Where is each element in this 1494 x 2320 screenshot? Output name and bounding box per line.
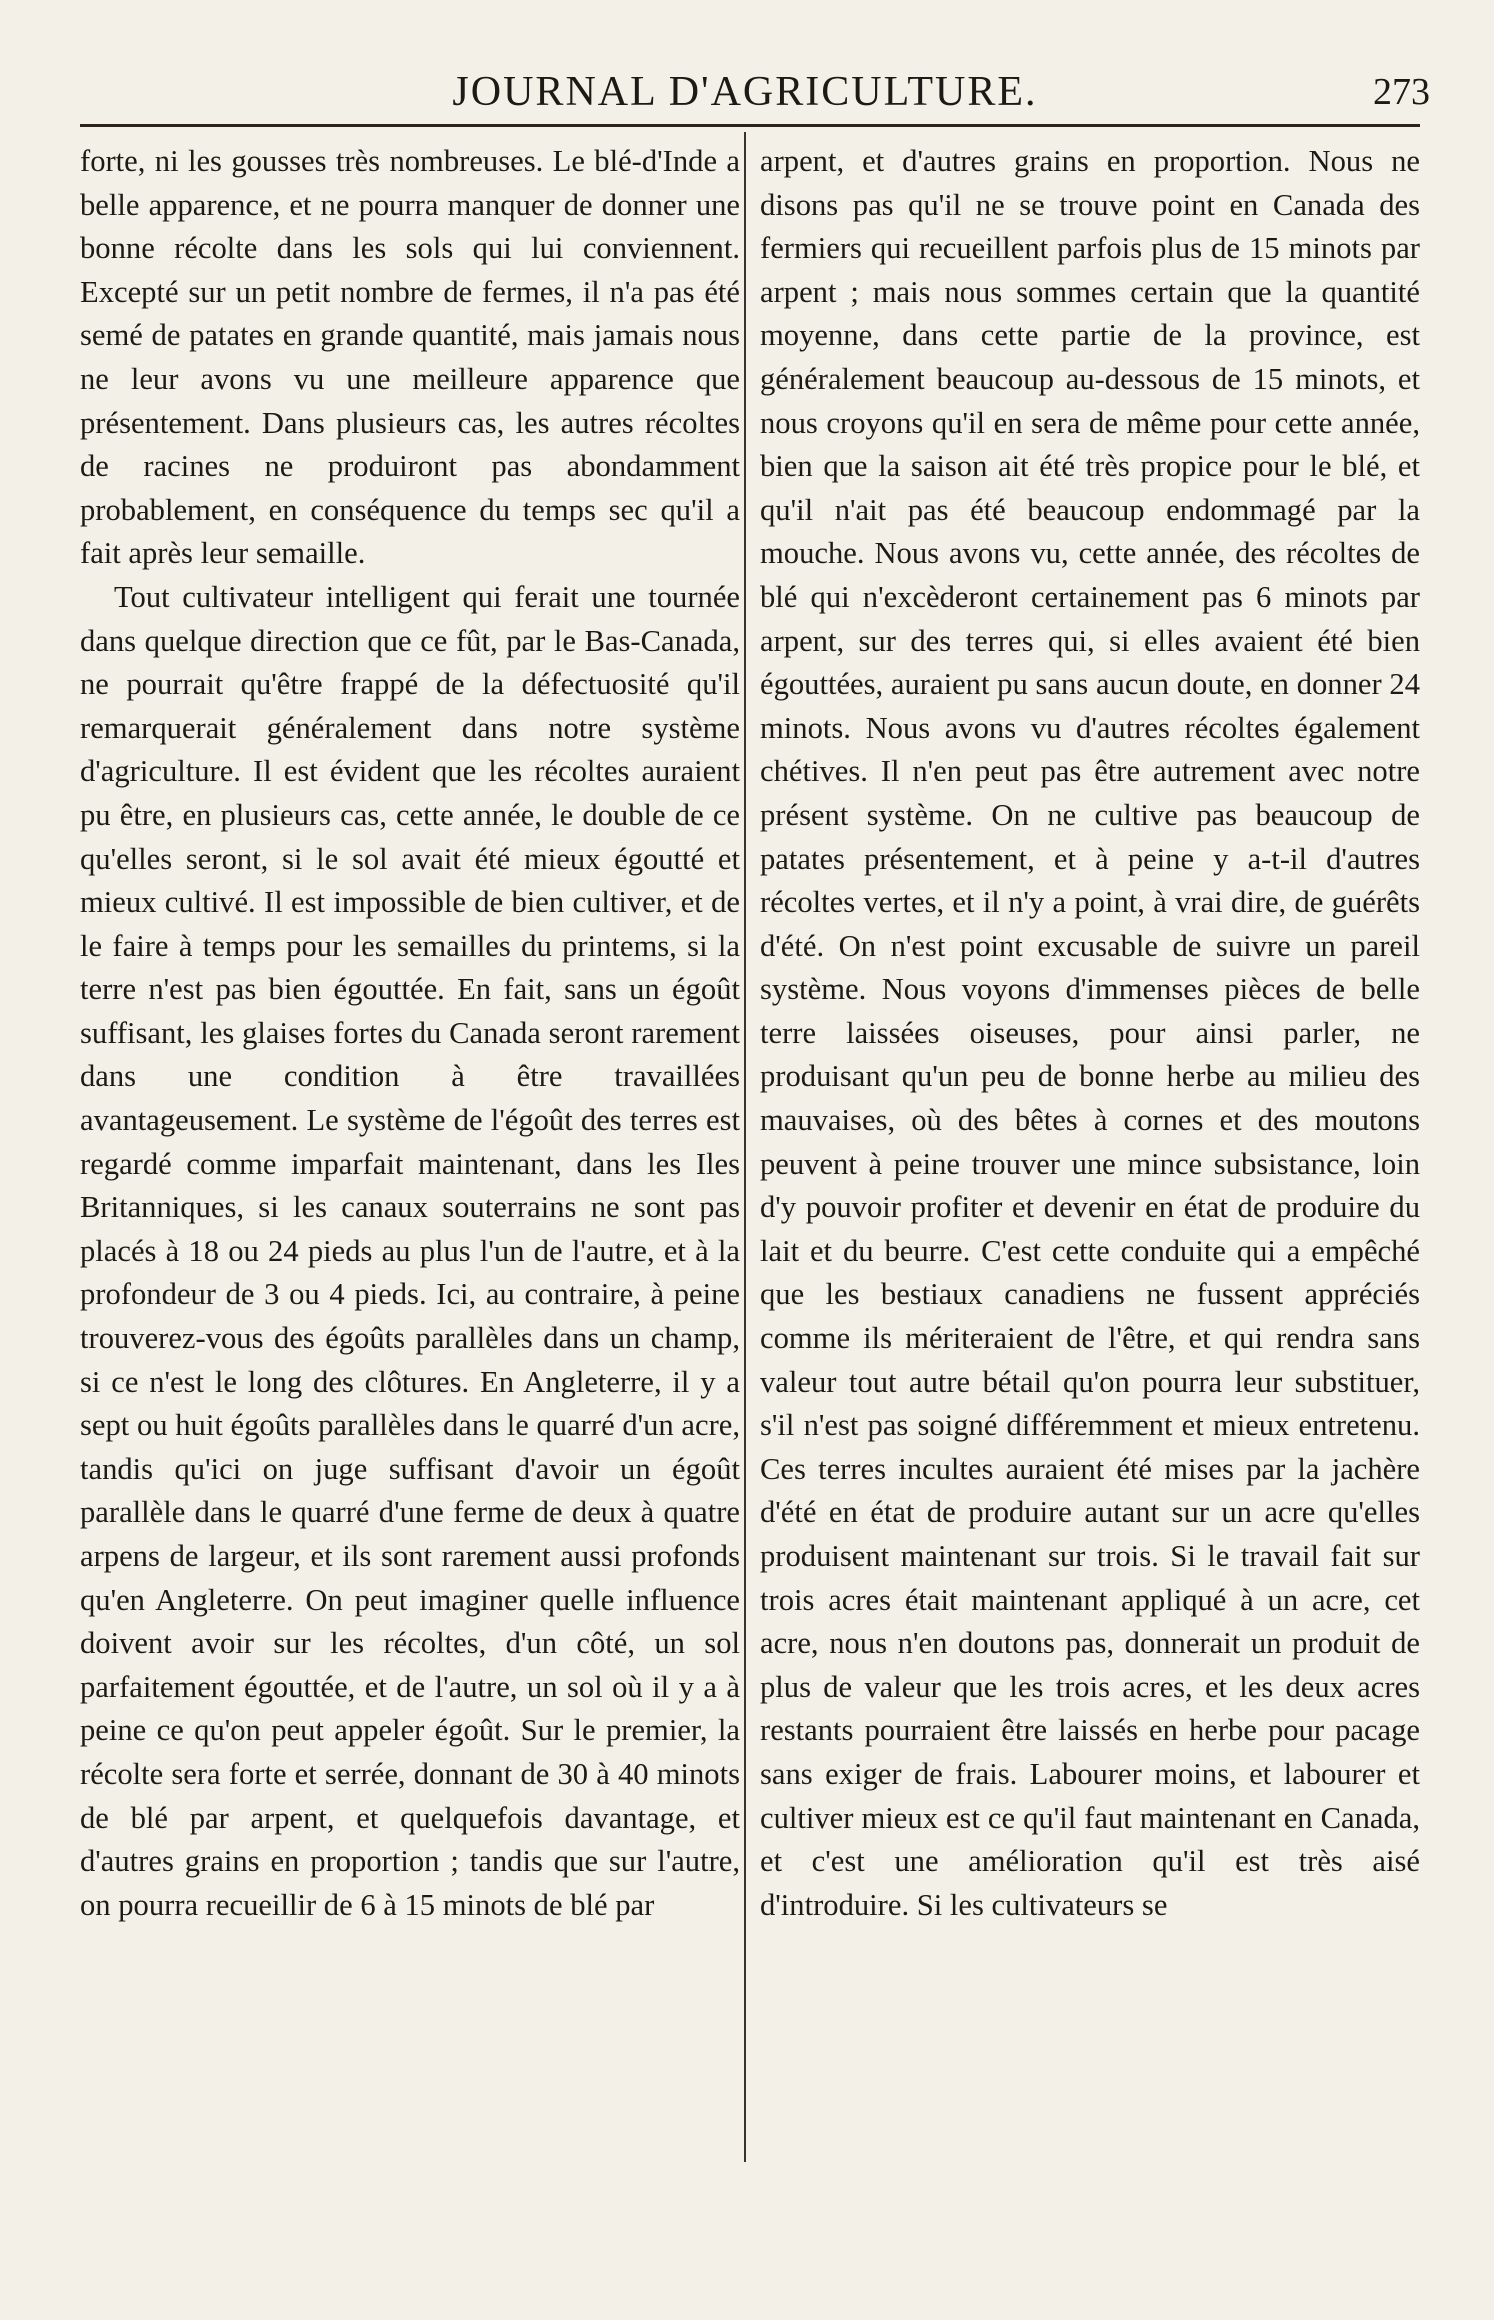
left-paragraph-1: forte, ni les gousses très nombreuses. Le blé-d'Inde a belle apparence, et ne pourra manquer de donner une bonne récolte dans les sols qui lui conviennent. Excepté sur un petit nombre de fermes, il n'a pas été semé de patates en grande quantité, mais jamais nous ne leur avons vu une meilleure apparence que présentement. Dans plusieurs cas, les autres récoltes de racines ne produiront pas abondamment probablement, en conséquence du temps sec qu'il a fait après leur semaille. [80,144,740,571]
page-header [60,62,1430,122]
left-paragraph-2: Tout cultivateur intelligent qui ferait une tournée dans quelque direction que ce fût, par le Bas-Canada, ne pourrait qu'être frappé de la défectuosité qu'il remarquerait généralement dans notre système d'agriculture. Il est évident que les récoltes auraient pu être, en plusieurs cas, cette année, le double de ce qu'elles seront, si le sol avait été mieux égoutté et mieux cultivé. Il est impossible de bien cultiver, et de le faire à temps pour les semailles du printems, si la terre n'est pas bien égouttée. En fait, sans un égoût suffisant, les glaises fortes du Canada seront rarement dans une condition à être travaillées avantageusement. Le système de l'égoût des terres est regardé comme imparfait maintenant, dans les Iles Britanniques, si les canaux souterrains ne sont pas placés à 18 ou 24 pieds au plus l'un de l'autre, et à la profondeur de 3 ou 4 pieds. Ici, au contraire, à peine trouverez-vous des égoûts parallèles dans un champ, si ce n'est le long des clôtures. En Angleterre, il y a sept ou huit égoûts parallèles dans le quarré d'un acre, tandis qu'ici on juge suffisant d'avoir un égoût parallèle dans le quarré d'une ferme de deux à quatre arpens de largeur, et ils sont rarement aussi profonds qu'en Angleterre. On peut imaginer quelle influence doivent avoir sur les récoltes, d'un côté, un sol parfaitement égouttée, et de l'autre, un sol où il y a à peine ce qu'on peut appeler égoût. Sur le premier, la récolte sera forte et serrée, donnant de 30 à 40 minots de blé par arpent, et quelquefois davantage, et d'autres grains en proportion ; tandis que sur l'autre, on pourra recueillir de 6 à 15 minots de blé par [80,579,740,1922]
journal-title: JOURNAL D'AGRICULTURE. [452,69,1038,115]
page-number: 273 [1373,71,1430,113]
header-rule [80,124,1420,127]
right-column [760,140,1420,2170]
left-column [80,140,740,2170]
column-divider [744,132,746,2162]
right-paragraph-1: arpent, et d'autres grains en proportion. Nous ne disons pas qu'il ne se trouve point en Canada des fermiers qui recueillent parfois plus de 15 minots par arpent ; mais nous sommes certain que la quantité moyenne, dans cette partie de la province, est généralement beaucoup au-dessous de 15 minots, et nous croyons qu'il en sera de même pour cette année, bien que la saison ait été très propice pour le blé, et qu'il n'ait pas été beaucoup endommagé par la mouche. Nous avons vu, cette année, des récoltes de blé qui n'excèderont certainement pas 6 minots par arpent, sur des terres qui, si elles avaient été bien égouttées, auraient pu sans aucun doute, en donner 24 minots. Nous avons vu d'autres récoltes également chétives. Il n'en peut pas être autrement avec notre présent système. On ne cultive pas beaucoup de patates présentement, et à peine y a-t-il d'autres récoltes vertes, et il n'y a point, à vrai dire, de guérêts d'été. On n'est point excusable de suivre un pareil système. Nous voyons d'immenses pièces de belle terre laissées oiseuses, pour ainsi parler, ne produisant qu'un peu de bonne herbe au milieu des mauvaises, où des bêtes à cornes et des moutons peuvent à peine trouver une mince subsistance, loin d'y pouvoir profiter et devenir en état de produire du lait et du beurre. C'est cette conduite qui a empêché que les bestiaux canadiens ne fussent appréciés comme ils mériteraient de l'être, et qui rendra sans valeur tout autre bétail qu'on pourra leur substituer, s'il n'est pas soigné différemment et mieux entretenu. Ces terres incultes auraient été mises par la jachère d'été en état de produire autant sur un acre qu'elles produisent maintenant sur trois. Si le travail fait sur trois acres était maintenant appliqué à un acre, cet acre, nous n'en doutons pas, donnerait un produit de plus de valeur que les trois acres, et les deux acres restants pourraient être laissés en herbe pour pacage sans exiger de frais. Labourer moins, et labourer et cultiver mieux est ce qu'il faut maintenant en Canada, et c'est une amélioration qu'il est très aisé d'introduire. Si les cultivateurs se [760,144,1420,1922]
